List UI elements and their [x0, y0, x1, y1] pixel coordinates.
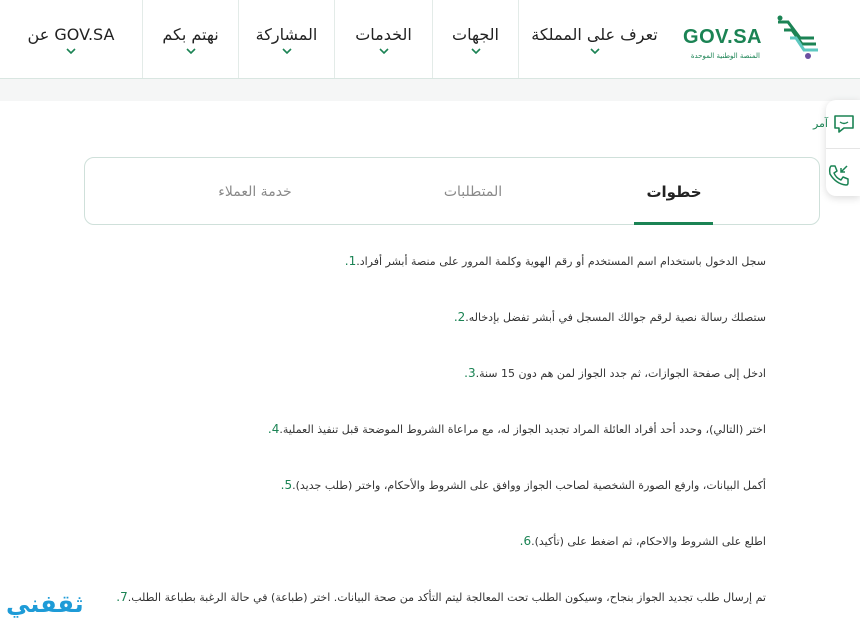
chevron-down-icon — [379, 48, 389, 54]
tabs-card — [84, 157, 820, 225]
step-text: ستصلك رسالة نصية لرقم جوالك المسجل في أبشر تفضل بإدخاله. — [465, 310, 766, 324]
nav-label: المشاركة — [255, 24, 318, 44]
nav-entities[interactable] — [432, 0, 518, 78]
tab-requirements[interactable]: المتطلبات — [443, 184, 503, 200]
step-number: 2. — [453, 310, 466, 324]
chevron-down-icon — [66, 48, 76, 54]
active-tab-indicator — [634, 222, 713, 225]
step-text: اطلع على الشروط والاحكام، ثم اضغط على (تأكيد). — [531, 534, 766, 548]
nav-label: نهتم بكم — [162, 24, 219, 44]
chat-bubble-icon[interactable] — [832, 112, 856, 136]
nav-services[interactable] — [334, 0, 432, 78]
chevron-down-icon — [590, 48, 600, 54]
step-number: 3. — [464, 366, 476, 380]
brand-subtitle: المنصة الوطنية الموحدة — [690, 52, 760, 60]
nav-participation[interactable] — [238, 0, 334, 78]
step-text: اختر (التالي)، وحدد أحد أفراد العائلة المراد تجديد الجواز له، مع مراعاة الشروط الموضحة قبل تنفيذ العملية. — [279, 422, 766, 436]
watermark-logo: ثقفني — [6, 590, 84, 618]
step-number: 4. — [267, 422, 280, 436]
list-item — [437, 307, 780, 327]
phone-call-icon[interactable] — [826, 162, 852, 188]
side-floating-panel — [826, 100, 860, 196]
step-text: أكمل البيانات، وارفع الصورة الشخصية لصاحب الجواز ووافق على الشروط والأحكام، واختر (طلب جديد). — [292, 478, 766, 492]
list-item — [251, 419, 780, 439]
top-navigation — [0, 0, 860, 79]
step-number: 7. — [116, 590, 128, 604]
nav-label: تعرف على المملكة — [531, 24, 658, 44]
tab-customer-service[interactable]: خدمة العملاء — [218, 184, 292, 200]
step-text: سجل الدخول باستخدام اسم المستخدم أو رقم الهوية وكلمة المرور على منصة أبشر أفراد. — [356, 254, 766, 268]
header-band — [0, 79, 860, 101]
side-divider — [826, 148, 860, 149]
list-item — [503, 531, 780, 551]
step-number: 6. — [519, 534, 532, 548]
brand-name: GOV.SA — [683, 26, 762, 48]
step-text: تم إرسال طلب تجديد الجواز بنجاح، وسيكون الطلب تحت المعالجة ليتم التأكد من صحة البيانات. اختر (طباعة) في حالة الرغبة بطباعة الطلب. — [127, 590, 766, 604]
chevron-down-icon — [471, 48, 481, 54]
nav-about[interactable] — [0, 0, 142, 78]
step-number: 1. — [344, 254, 357, 268]
logo-mark-icon — [774, 14, 822, 60]
step-text: ادخل إلى صفحة الجوازات، ثم جدد الجواز لمن هم دون 15 سنة. — [475, 366, 766, 380]
chevron-down-icon — [282, 48, 292, 54]
nav-label: عن GOV.SA — [27, 24, 115, 44]
nav-label: الخدمات — [355, 24, 412, 44]
nav-label: الجهات — [452, 24, 499, 44]
nav-know-kingdom[interactable] — [518, 0, 670, 78]
chevron-down-icon — [186, 48, 196, 54]
tab-steps[interactable]: خطوات — [646, 183, 702, 201]
list-item — [264, 475, 780, 495]
list-item — [448, 363, 780, 383]
list-item — [100, 587, 780, 607]
step-number: 5. — [280, 478, 293, 492]
list-item — [328, 251, 780, 271]
amer-label[interactable]: آمر — [812, 117, 828, 130]
nav-we-care[interactable] — [142, 0, 238, 78]
gov-sa-logo[interactable] — [670, 0, 860, 78]
